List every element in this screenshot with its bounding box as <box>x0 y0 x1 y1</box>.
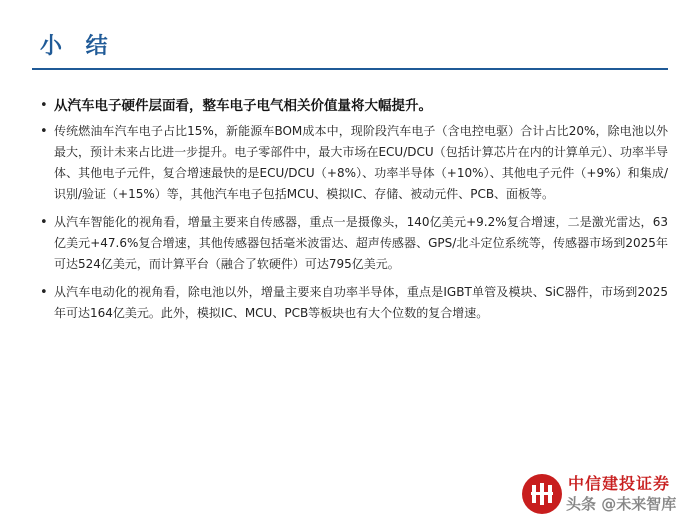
footer-logo <box>522 474 694 518</box>
bullet-marker: • <box>40 285 48 300</box>
company-logo-icon <box>522 474 562 514</box>
bullet-text: 从汽车智能化的视角看，增量主要来自传感器，重点一是摄像头，140亿美元+9.2%复合增速，二是激光雷达，63亿美元+47.6%复合增速，其他传感器包括毫米波雷达、超声传感器、GPS/北斗定位系统等，传感器市场到2025年可达524亿美元，而计算平台（融合了软硬件）可达795亿美元。 <box>54 215 668 271</box>
list-item <box>40 212 668 275</box>
bullet-text: 从汽车电子硬件层面看，整车电子电气相关价值量将大幅提升。 <box>54 98 432 114</box>
bullet-text: 传统燃油车汽车电子占比15%，新能源车BOM成本中，现阶段汽车电子（含电控电驱）合计占比20%，除电池以外最大，预计未来占比进一步提升。电子零部件中，最大市场在ECU/DCU（包括计算芯片在内的计算单元）、功率半导体、其他电子元件，复合增速最快的是ECU/DCU（+8%）、功率半导体（+10%）、其他电子元件（+9%）和集成/识别/验证（+15%）等，其他汽车电子包括MCU、模拟IC、存储、被动元件、PCB、面板等。 <box>54 124 668 201</box>
title-divider <box>32 68 668 70</box>
bullet-marker: • <box>40 215 48 230</box>
bullet-marker: • <box>40 124 48 139</box>
bullet-marker: • <box>40 98 48 113</box>
page-title: 小 结 <box>40 34 116 59</box>
bullet-text: 从汽车电动化的视角看，除电池以外，增量主要来自功率半导体，重点是IGBT单管及模块、SiC器件，市场到2025年可达164亿美元。此外，模拟IC、MCU、PCB等板块也有大个位数的复合增速。 <box>54 285 668 320</box>
logo-glyph-icon <box>527 479 557 509</box>
list-item <box>40 121 668 205</box>
company-name: 中信建投证券 <box>568 474 671 493</box>
summary-list <box>40 95 668 331</box>
list-item <box>40 282 668 324</box>
list-item <box>40 95 668 117</box>
watermark-text: 头条 @未来智库 <box>566 495 677 513</box>
